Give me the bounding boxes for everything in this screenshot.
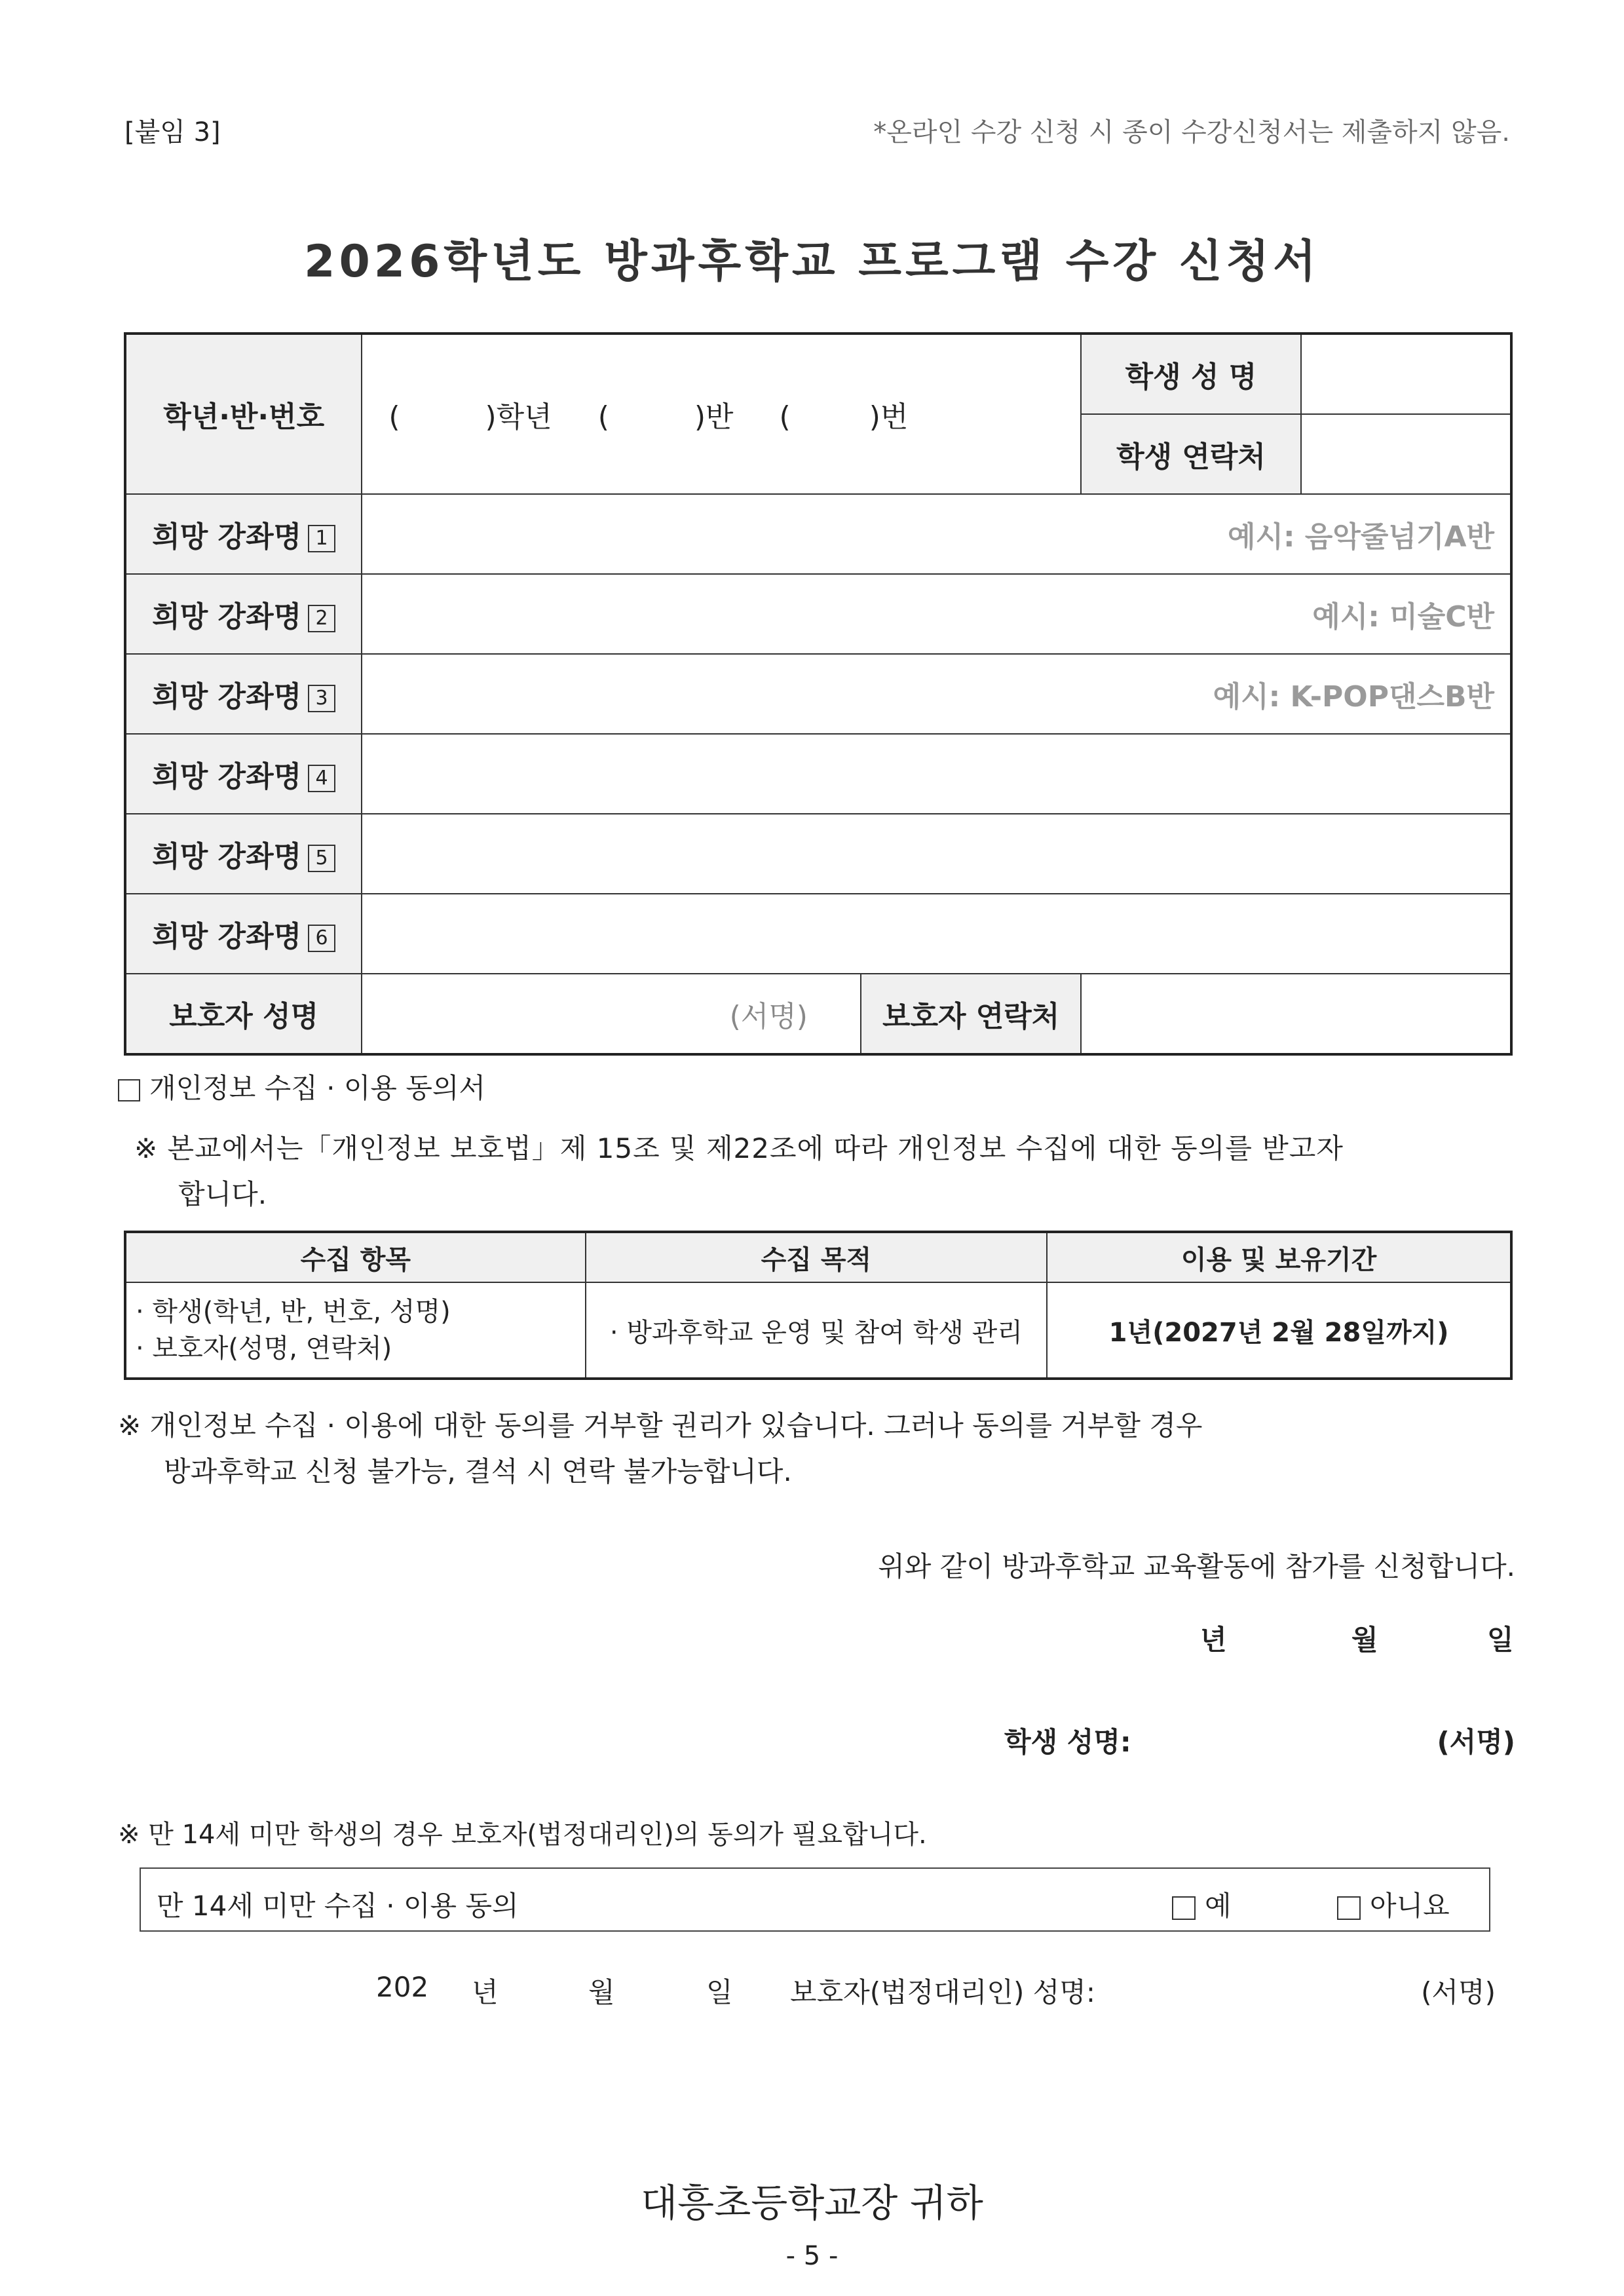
minor-consent-box [140,1867,1490,1932]
signature-hint: (서명) [729,1000,808,1033]
course-number-box: 1 [308,525,335,552]
addressee: 대흥초등학교장 귀하 [641,2181,983,2225]
refusal-note-cont: 방과후학교 신청 불가능, 결석 시 연락 불가능합니다. [164,1455,792,1487]
refusal-note: ※ 개인정보 수집 · 이용에 대한 동의를 거부할 권리가 있습니다. 그러나 동의를 거부할 경우 [118,1409,1203,1442]
course-number-box: 6 [308,925,335,952]
course-field-3[interactable]: 예시: K-POP댄스B반 [362,654,1511,734]
guardian-name-label: 보호자 성명 [125,974,362,1054]
course-number-box: 2 [308,605,335,632]
checkbox-icon [118,1079,140,1101]
course-field-4[interactable] [362,734,1511,814]
course-label-3: 희망 강좌명 3 [125,654,362,734]
month-label: 월 [1351,1624,1378,1656]
year-label: 년 [1200,1624,1227,1656]
privacy-heading: 개인정보 수집 · 이용 동의서 [118,1067,485,1106]
student-name-field[interactable] [1301,334,1511,414]
course-number-box: 5 [308,845,335,872]
consent-yes-option[interactable]: 예 [1172,1885,1232,1924]
course-label-5: 희망 강좌명 5 [125,814,362,894]
guardian-day-label: 일 [706,1976,733,2008]
grade-suffix: )학년 [485,400,552,434]
course-field-2[interactable]: 예시: 미술C반 [362,574,1511,654]
collected-items: · 학생(학년, 반, 번호, 성명) · 보호자(성명, 연락처) [125,1282,586,1379]
checkbox-icon[interactable] [1337,1896,1361,1920]
course-field-6[interactable] [362,894,1511,974]
course-label-1: 희망 강좌명 1 [125,494,362,574]
class-suffix: )반 [694,400,734,434]
privacy-intro-cont: 합니다. [178,1178,267,1210]
minor-consent-note: ※ 만 14세 미만 학생의 경우 보호자(법정대리인)의 동의가 필요합니다. [118,1820,927,1850]
minor-consent-label: 만 14세 미만 수집 · 이용 동의 [157,1890,519,1922]
day-label: 일 [1487,1624,1514,1656]
guardian-date-year-prefix: 202 [376,1971,429,2003]
grade-class-number-label: 학년·반·번호 [125,334,362,494]
student-name-label: 학생 성 명 [1081,334,1300,414]
grade-class-number-field[interactable]: ( )학년 ( )반 ( )번 [362,334,1081,494]
guardian-year-label: 년 [472,1976,499,2008]
application-statement: 위와 같이 방과후학교 교육활동에 참가를 신청합니다. [878,1550,1515,1582]
number-suffix: )번 [869,400,909,434]
guardian-contact-field[interactable] [1081,974,1511,1054]
checkbox-icon[interactable] [1172,1896,1196,1920]
collection-purpose: · 방과후학교 운영 및 참여 학생 관리 [586,1282,1048,1379]
guardian-contact-label: 보호자 연락처 [861,974,1081,1054]
course-label-2: 희망 강좌명 2 [125,574,362,654]
course-field-1[interactable]: 예시: 음악줄넘기A반 [362,494,1511,574]
attachment-label: [붙임 3] [124,117,221,147]
guardian-sign-label: 보호자(법정대리인) 성명: [790,1976,1095,2008]
application-form [124,332,1513,1056]
guardian-name-field[interactable] [362,974,861,1054]
guardian-month-label: 월 [588,1976,615,2008]
col-items: 수집 항목 [125,1232,586,1282]
page-number: - 5 - [785,2241,839,2271]
student-contact-field[interactable] [1301,414,1511,494]
guardian-signature[interactable]: (서명) [1421,1976,1496,2008]
privacy-intro: ※ 본교에서는「개인정보 보호법」제 15조 및 제22조에 따라 개인정보 수집에 대한 동의를 받고자 [134,1132,1344,1164]
student-contact-label: 학생 연락처 [1081,414,1300,494]
course-label-6: 희망 강좌명 6 [125,894,362,974]
consent-no-option[interactable]: 아니요 [1337,1885,1450,1924]
course-label-4: 희망 강좌명 4 [125,734,362,814]
course-number-box: 3 [308,685,335,712]
student-sign-label: 학생 성명: [1004,1726,1131,1758]
retention-period: 1년(2027년 2월 28일까지) [1047,1282,1511,1379]
page-title: 2026학년도 방과후학교 프로그램 수강 신청서 [304,236,1320,288]
course-field-5[interactable] [362,814,1511,894]
privacy-table [124,1231,1513,1380]
col-purpose: 수집 목적 [586,1232,1048,1282]
online-note: *온라인 수강 신청 시 종이 수강신청서는 제출하지 않음. [873,117,1510,147]
student-signature[interactable]: (서명) [1437,1726,1515,1758]
col-period: 이용 및 보유기간 [1047,1232,1511,1282]
course-number-box: 4 [308,765,335,792]
